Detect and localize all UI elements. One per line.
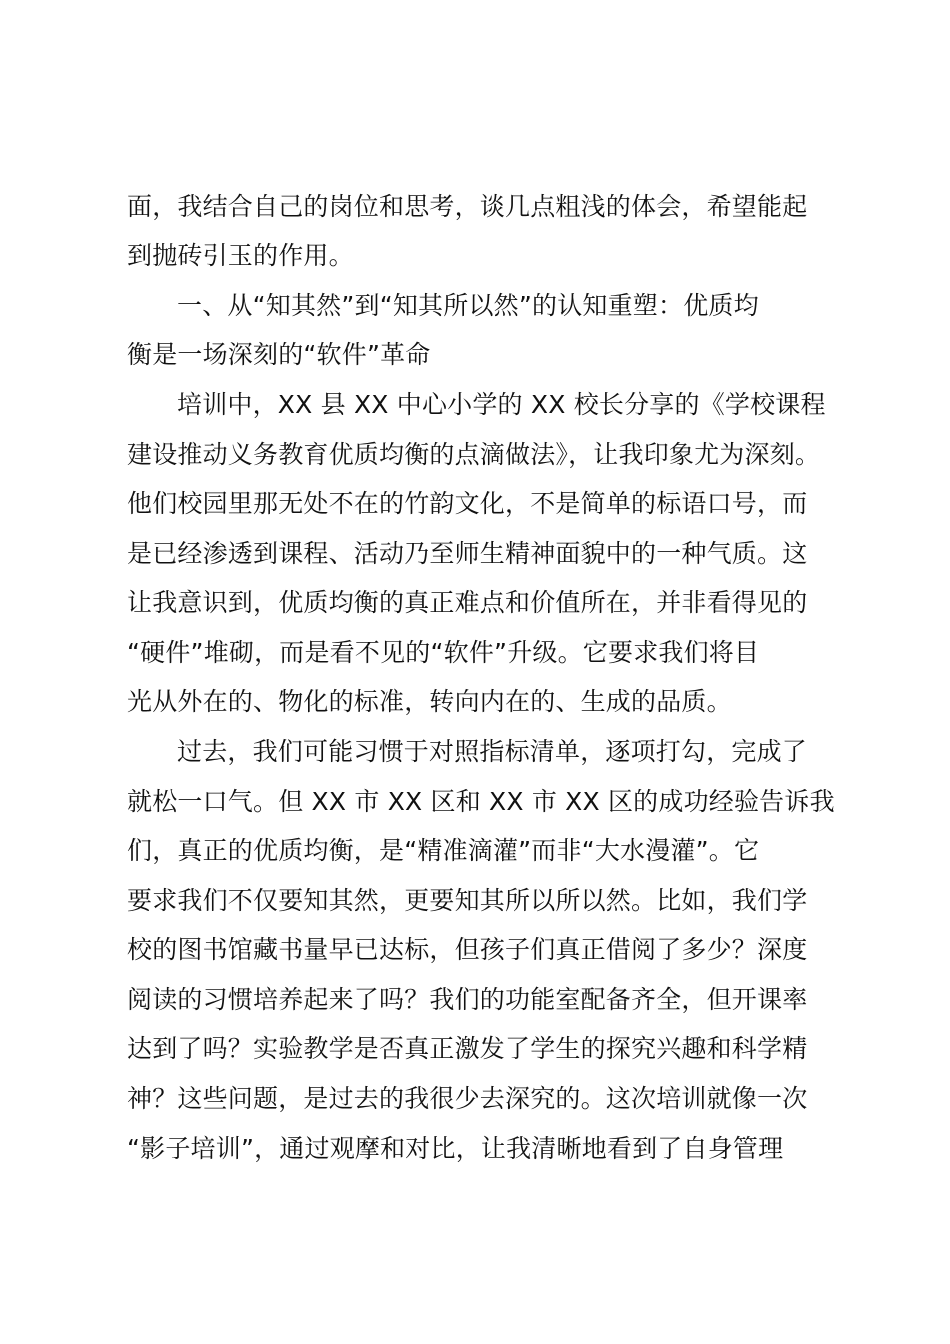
text-line: 培训中，XX 县 XX 中心小学的 XX 校长分享的《学校课程: [177, 390, 826, 419]
text-line: “影子培训”，通过观摩和对比，让我清晰地看到了自身管理: [127, 1134, 784, 1163]
text-line: 到抛砖引玉的作用。: [127, 241, 354, 270]
text-line: 们，真正的优质均衡，是“精准滴灌”而非“大水漫灌”。它: [127, 836, 760, 865]
section-heading: 衡是一场深刻的“软件”革命: [127, 340, 431, 369]
text-line: 达到了吗？实验教学是否真正激发了学生的探究兴趣和科学精: [127, 1034, 808, 1063]
text-line: 就松一口气。但 XX 市 XX 区和 XX 市 XX 区的成功经验告诉我: [127, 787, 835, 816]
text-line: 建设推动义务教育优质均衡的点滴做法》，让我印象尤为深刻。: [127, 440, 821, 469]
text-line: 面，我结合自己的岗位和思考，谈几点粗浅的体会，希望能起: [127, 192, 808, 221]
text-line: 神？这些问题，是过去的我很少去深究的。这次培训就像一次: [127, 1084, 808, 1113]
text-line: 是已经渗透到课程、活动乃至师生精神面貌中的一种气质。这: [127, 539, 808, 568]
text-line: 阅读的习惯培养起来了吗？我们的功能室配备齐全，但开课率: [127, 985, 808, 1014]
text-line: 要求我们不仅要知其然，更要知其所以所以然。比如，我们学: [127, 886, 808, 915]
text-line: 光从外在的、物化的标准，转向内在的、生成的品质。: [127, 687, 732, 716]
text-line: 他们校园里那无处不在的竹韵文化，不是简单的标语口号，而: [127, 489, 808, 518]
text-line: 让我意识到，优质均衡的真正难点和价值所在，并非看得见的: [127, 588, 808, 617]
text-line: 过去，我们可能习惯于对照指标清单，逐项打勾，完成了: [177, 737, 808, 766]
section-heading: 一、从“知其然”到“知其所以然”的认知重塑：优质均: [177, 291, 759, 320]
text-line: 校的图书馆藏书量早已达标，但孩子们真正借阅了多少？深度: [127, 935, 808, 964]
text-line: “硬件”堆砌，而是看不见的“软件”升级。它要求我们将目: [127, 638, 760, 667]
